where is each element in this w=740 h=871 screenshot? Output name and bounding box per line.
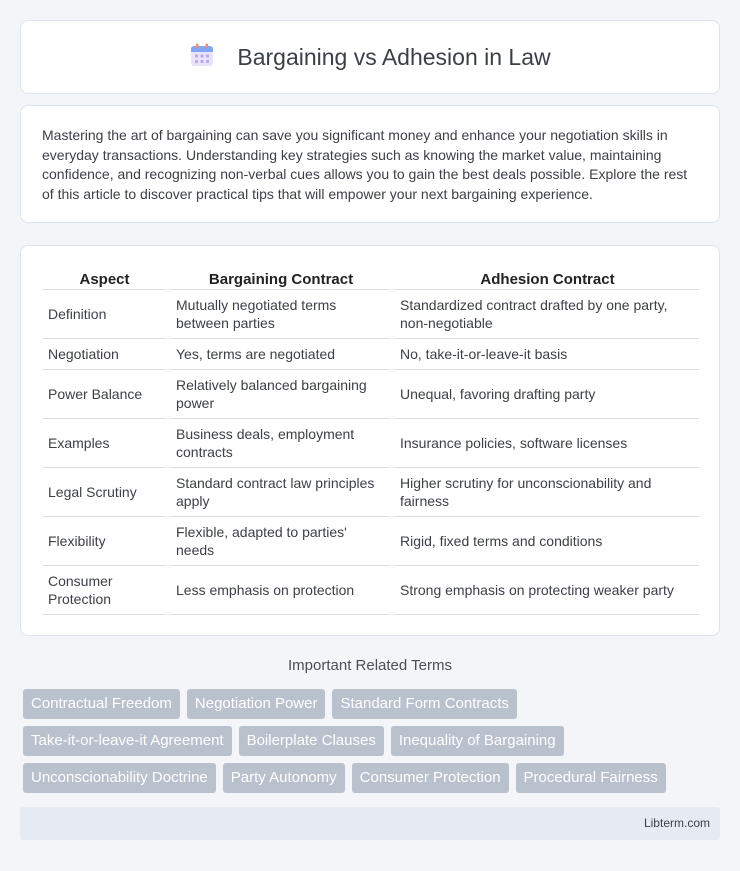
table-row (43, 517, 699, 566)
related-terms-list (23, 689, 723, 800)
table-row (43, 339, 699, 370)
comparison-table-card (20, 245, 720, 636)
comparison-table (43, 266, 699, 615)
tag-boilerplate-clauses[interactable]: Boilerplate Clauses (239, 726, 384, 756)
table-cell-adhesion: Standardized contract drafted by one party, non-negotiable (390, 290, 699, 339)
footer (20, 807, 720, 840)
table-cell-bargaining: Less emphasis on protection (166, 566, 390, 615)
tag-negotiation-power[interactable]: Negotiation Power (187, 689, 326, 719)
tag-standard-form-contracts[interactable]: Standard Form Contracts (332, 689, 516, 719)
table-cell-adhesion: Insurance policies, software licenses (390, 419, 699, 468)
table-cell-aspect: Legal Scrutiny (43, 468, 166, 517)
calendar-icon (189, 42, 215, 73)
table-cell-adhesion: Unequal, favoring drafting party (390, 370, 699, 419)
column-header-bargaining: Bargaining Contract (166, 266, 390, 290)
table-cell-bargaining: Relatively balanced bargaining power (166, 370, 390, 419)
table-cell-aspect: Power Balance (43, 370, 166, 419)
column-header-aspect: Aspect (43, 266, 166, 290)
tag-consumer-protection[interactable]: Consumer Protection (352, 763, 509, 793)
tag-take-it-or-leave-it[interactable]: Take-it-or-leave-it Agreement (23, 726, 232, 756)
table-row (43, 468, 699, 517)
table-row (43, 290, 699, 339)
table-cell-aspect: Definition (43, 290, 166, 339)
table-cell-aspect: Negotiation (43, 339, 166, 370)
tag-unconscionability-doctrine[interactable]: Unconscionability Doctrine (23, 763, 216, 793)
intro-paragraph: Mastering the art of bargaining can save you significant money and enhance your negotiation skills in everyday transactions. Understanding key strategies such as knowing the market value, maintaining confidence, and recognizing non-verbal cues allows you to gain the best deals possible. Explore the rest of this article to discover practical tips that will empower your next bargaining experience. (42, 127, 688, 202)
table-row (43, 419, 699, 468)
column-header-adhesion: Adhesion Contract (390, 266, 699, 290)
table-cell-bargaining: Mutually negotiated terms between parties (166, 290, 390, 339)
intro-card (20, 105, 720, 223)
tag-inequality-of-bargaining[interactable]: Inequality of Bargaining (391, 726, 564, 756)
table-cell-adhesion: No, take-it-or-leave-it basis (390, 339, 699, 370)
table-cell-bargaining: Business deals, employment contracts (166, 419, 390, 468)
tag-party-autonomy[interactable]: Party Autonomy (223, 763, 345, 793)
tag-row (23, 689, 723, 719)
table-cell-bargaining: Standard contract law principles apply (166, 468, 390, 517)
table-cell-bargaining: Flexible, adapted to parties' needs (166, 517, 390, 566)
header-card (20, 20, 720, 94)
page-title: Bargaining vs Adhesion in Law (237, 43, 551, 70)
table-header-row (43, 266, 699, 290)
tag-contractual-freedom[interactable]: Contractual Freedom (23, 689, 180, 719)
tag-procedural-fairness[interactable]: Procedural Fairness (516, 763, 666, 793)
related-terms-title: Important Related Terms (288, 657, 452, 674)
tag-row (23, 763, 723, 793)
table-cell-aspect: Flexibility (43, 517, 166, 566)
table-cell-aspect: Examples (43, 419, 166, 468)
table-row (43, 370, 699, 419)
footer-site-link[interactable]: Libterm.com (643, 816, 710, 830)
tag-row (23, 726, 723, 756)
table-cell-bargaining: Yes, terms are negotiated (166, 339, 390, 370)
table-cell-adhesion: Rigid, fixed terms and conditions (390, 517, 699, 566)
table-row (43, 566, 699, 615)
table-cell-aspect: Consumer Protection (43, 566, 166, 615)
table-cell-adhesion: Strong emphasis on protecting weaker party (390, 566, 699, 615)
table-cell-adhesion: Higher scrutiny for unconscionability and fairness (390, 468, 699, 517)
